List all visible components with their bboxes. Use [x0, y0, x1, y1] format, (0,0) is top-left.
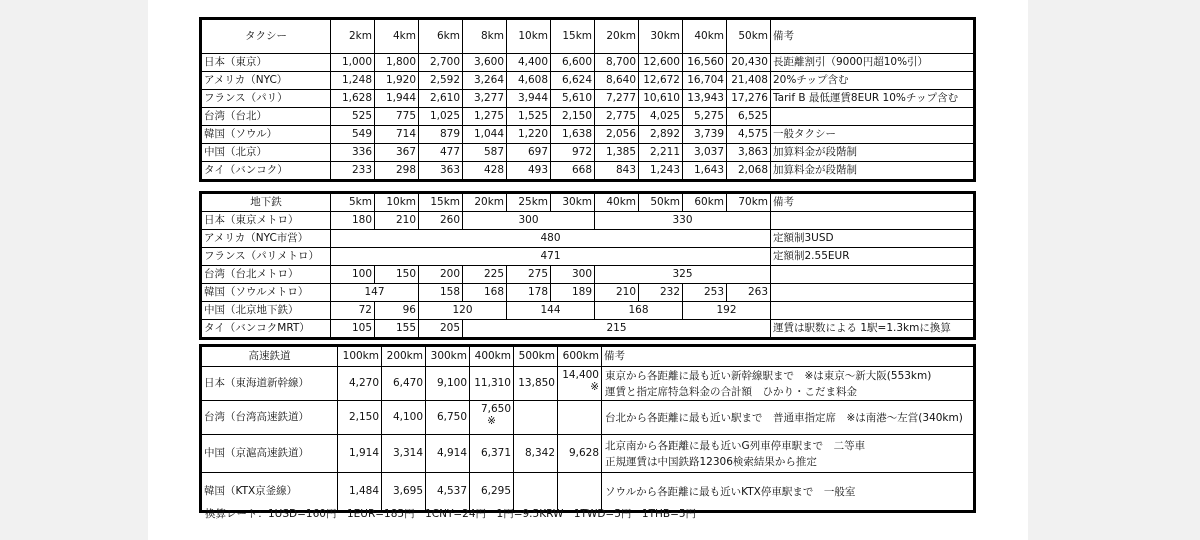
note-cell: 定額制2.55EUR: [771, 248, 974, 266]
subway-header-5km: 5km: [331, 194, 375, 212]
line-label: 台湾（台湾高速鉄道）: [202, 401, 338, 435]
fare-cell: 168: [595, 302, 683, 320]
fare-cell: 1,920: [375, 72, 419, 90]
fare-cell: 3,314: [382, 435, 426, 473]
fare-cell: 232: [639, 284, 683, 302]
fare-cell: 972: [551, 144, 595, 162]
fare-cell: 2,610: [419, 90, 463, 108]
note-cell: [771, 284, 974, 302]
fare-cell: 1,248: [331, 72, 375, 90]
taxi-header-50km: 50km: [727, 20, 771, 54]
subway-header-row: [202, 194, 974, 212]
fare-cell: 7,277: [595, 90, 639, 108]
fare-cell: 6,371: [470, 435, 514, 473]
rail-header-200km: 200km: [382, 347, 426, 367]
fare-cell: 3,277: [463, 90, 507, 108]
country-label: アメリカ（NYC）: [202, 72, 331, 90]
fare-cell: 336: [331, 144, 375, 162]
fare-cell: [470, 401, 514, 435]
note-cell: 一般タクシー: [771, 126, 974, 144]
fare-cell: 5,610: [551, 90, 595, 108]
fare-cell: 144: [507, 302, 595, 320]
rail-header-category: 高速鉄道: [202, 347, 338, 367]
fare-cell: 6,525: [727, 108, 771, 126]
fare-cell: 325: [595, 266, 771, 284]
fare-cell: 10,610: [639, 90, 683, 108]
note-line: 東京から各距離に最も近い新幹線駅まで ※は東京～新大阪(553km): [605, 369, 932, 382]
line-label: 日本（東京メトロ）: [202, 212, 331, 230]
fare-cell: 150: [375, 266, 419, 284]
note-cell: [771, 212, 974, 230]
fare-cell: 72: [331, 302, 375, 320]
fare-cell: 2,150: [338, 401, 382, 435]
fare-cell: 4,575: [727, 126, 771, 144]
taxi-header-notes: 備考: [771, 20, 974, 54]
subway-header-25km: 25km: [507, 194, 551, 212]
note-line: 北京南から各距離に最も近いG列車停車駅まで 二等車: [605, 439, 866, 452]
table-row: [202, 284, 974, 302]
fare-cell: 1,800: [375, 54, 419, 72]
taxi-header-row: [202, 20, 974, 54]
fare-cell: 13,850: [514, 367, 558, 401]
fare-cell: 3,264: [463, 72, 507, 90]
fare-cell: 158: [419, 284, 463, 302]
high-speed-rail-fare-table: [201, 346, 974, 511]
fare-cell: 525: [331, 108, 375, 126]
fare-cell: 3,739: [683, 126, 727, 144]
note-cell: 運賃は駅数による 1駅=1.3kmに換算: [771, 320, 974, 338]
fare-cell: 298: [375, 162, 419, 180]
note-cell: [602, 435, 974, 473]
fare-cell: 17,276: [727, 90, 771, 108]
fare-cell: 714: [375, 126, 419, 144]
fare-cell: 775: [375, 108, 419, 126]
fare-cell: 275: [507, 266, 551, 284]
table-row: [202, 144, 974, 162]
fare-cell: 1,944: [375, 90, 419, 108]
line-label: 台湾（台北メトロ）: [202, 266, 331, 284]
rail-header-100km: 100km: [338, 347, 382, 367]
fare-cell: 879: [419, 126, 463, 144]
rail-header-500km: 500km: [514, 347, 558, 367]
table-row: [202, 108, 974, 126]
fare-cell: [558, 401, 602, 435]
fare-cell: 1,243: [639, 162, 683, 180]
fare-cell: 471: [331, 248, 771, 266]
note-cell: [771, 302, 974, 320]
note-cell: 長距離割引（9000円超10%引）: [771, 54, 974, 72]
note-line: 運賃と指定席特急料金の合計額 ひかり・こだま料金: [605, 385, 857, 398]
rail-header-row: [202, 347, 974, 367]
note-cell: 20%チップ含む: [771, 72, 974, 90]
line-label: 韓国（KTX京釜線）: [202, 473, 338, 511]
footnote-mark: ※: [590, 381, 599, 394]
taxi-fare-table: [201, 19, 974, 180]
fare-cell: 2,700: [419, 54, 463, 72]
line-label: アメリカ（NYC市営）: [202, 230, 331, 248]
fare-cell: 843: [595, 162, 639, 180]
fare-cell: [514, 473, 558, 511]
table-row: [202, 401, 974, 435]
line-label: 中国（京滬高速鉄道）: [202, 435, 338, 473]
table-row: [202, 367, 974, 401]
note-cell: [771, 266, 974, 284]
note-line: 台北から各距離に最も近い駅まで 普通車指定席 ※は南港～左営(340km): [605, 411, 963, 424]
country-label: 中国（北京）: [202, 144, 331, 162]
taxi-header-30km: 30km: [639, 20, 683, 54]
fare-cell: 147: [331, 284, 419, 302]
fare-cell: 12,672: [639, 72, 683, 90]
country-label: フランス（パリ）: [202, 90, 331, 108]
subway-header-category: 地下鉄: [202, 194, 331, 212]
country-label: 台湾（台北）: [202, 108, 331, 126]
subway-header-15km: 15km: [419, 194, 463, 212]
taxi-header-40km: 40km: [683, 20, 727, 54]
fare-value: 7,650: [480, 403, 511, 415]
note-line: ソウルから各距離に最も近いKTX停車駅まで 一般室: [605, 485, 856, 498]
rail-header-300km: 300km: [426, 347, 470, 367]
line-label: フランス（パリメトロ）: [202, 248, 331, 266]
taxi-header-8km: 8km: [463, 20, 507, 54]
fare-cell: 1,525: [507, 108, 551, 126]
fare-cell: 1,220: [507, 126, 551, 144]
table-row: [202, 248, 974, 266]
fare-cell: 9,100: [426, 367, 470, 401]
fare-cell: 367: [375, 144, 419, 162]
line-label: 中国（北京地下鉄）: [202, 302, 331, 320]
fare-cell: 3,944: [507, 90, 551, 108]
note-cell: [602, 473, 974, 511]
fare-cell: 300: [463, 212, 595, 230]
fare-cell: 192: [683, 302, 771, 320]
fare-cell: 96: [375, 302, 419, 320]
line-label: 韓国（ソウルメトロ）: [202, 284, 331, 302]
taxi-header-15km: 15km: [551, 20, 595, 54]
fare-value: 14,400: [562, 369, 599, 381]
fare-cell: 697: [507, 144, 551, 162]
note-line: 正規運賃は中国鉄路12306検索結果から推定: [605, 455, 817, 468]
table-row: [202, 302, 974, 320]
fare-cell: 1,000: [331, 54, 375, 72]
fare-cell: 8,640: [595, 72, 639, 90]
subway-header-50km: 50km: [639, 194, 683, 212]
fare-cell: 428: [463, 162, 507, 180]
fare-cell: 477: [419, 144, 463, 162]
rail-header-400km: 400km: [470, 347, 514, 367]
subway-header-60km: 60km: [683, 194, 727, 212]
fare-cell: 105: [331, 320, 375, 338]
fare-cell: 120: [419, 302, 507, 320]
fare-cell: 4,400: [507, 54, 551, 72]
note-cell: 加算料金が段階制: [771, 162, 974, 180]
fare-cell: 480: [331, 230, 771, 248]
fare-cell: 1,638: [551, 126, 595, 144]
fare-cell: 1,025: [419, 108, 463, 126]
fare-cell: [514, 401, 558, 435]
fare-cell: 4,537: [426, 473, 470, 511]
table-row: [202, 54, 974, 72]
table-row: [202, 162, 974, 180]
fare-cell: [558, 473, 602, 511]
fare-cell: 13,943: [683, 90, 727, 108]
table-row: [202, 90, 974, 108]
table-row: [202, 212, 974, 230]
fare-cell: 2,775: [595, 108, 639, 126]
fare-cell: 263: [727, 284, 771, 302]
country-label: 韓国（ソウル）: [202, 126, 331, 144]
line-label: タイ（バンコクMRT）: [202, 320, 331, 338]
fare-cell: 168: [463, 284, 507, 302]
country-label: タイ（バンコク）: [202, 162, 331, 180]
fare-cell: 9,628: [558, 435, 602, 473]
fare-cell: 2,150: [551, 108, 595, 126]
line-label: 日本（東海道新幹線）: [202, 367, 338, 401]
fare-cell: 180: [331, 212, 375, 230]
rail-header-600km: 600km: [558, 347, 602, 367]
subway-header-40km: 40km: [595, 194, 639, 212]
country-label: 日本（東京）: [202, 54, 331, 72]
fare-cell: 189: [551, 284, 595, 302]
fare-cell: 300: [551, 266, 595, 284]
taxi-header-4km: 4km: [375, 20, 419, 54]
fare-cell: 1,628: [331, 90, 375, 108]
fare-cell: 233: [331, 162, 375, 180]
fare-cell: 3,037: [683, 144, 727, 162]
fare-cell: 210: [375, 212, 419, 230]
fare-cell: 260: [419, 212, 463, 230]
fare-cell: 4,608: [507, 72, 551, 90]
fare-cell: 225: [463, 266, 507, 284]
fare-cell: 4,100: [382, 401, 426, 435]
fare-cell: 6,750: [426, 401, 470, 435]
fare-cell: 549: [331, 126, 375, 144]
taxi-header-2km: 2km: [331, 20, 375, 54]
fare-cell: 8,700: [595, 54, 639, 72]
fare-cell: 215: [463, 320, 771, 338]
fare-cell: 253: [683, 284, 727, 302]
note-cell: [602, 367, 974, 401]
subway-header-10km: 10km: [375, 194, 419, 212]
fare-cell: 2,056: [595, 126, 639, 144]
taxi-header-10km: 10km: [507, 20, 551, 54]
fare-cell: 668: [551, 162, 595, 180]
fare-cell: 178: [507, 284, 551, 302]
fare-cell: 330: [595, 212, 771, 230]
fare-cell: 8,342: [514, 435, 558, 473]
rail-header-notes: 備考: [602, 347, 974, 367]
fare-cell: 100: [331, 266, 375, 284]
taxi-header-20km: 20km: [595, 20, 639, 54]
fare-cell: 6,624: [551, 72, 595, 90]
fare-cell: 363: [419, 162, 463, 180]
fare-cell: [558, 367, 602, 401]
fare-cell: 200: [419, 266, 463, 284]
fare-cell: 1,643: [683, 162, 727, 180]
table-row: [202, 473, 974, 511]
fare-cell: 1,275: [463, 108, 507, 126]
note-cell: Tarif B 最低運賃8EUR 10%チップ含む: [771, 90, 974, 108]
subway-fare-table: [201, 193, 974, 338]
fare-cell: 1,044: [463, 126, 507, 144]
table-row: [202, 266, 974, 284]
subway-header-20km: 20km: [463, 194, 507, 212]
fare-cell: 3,863: [727, 144, 771, 162]
fare-cell: 6,600: [551, 54, 595, 72]
taxi-header-6km: 6km: [419, 20, 463, 54]
fare-cell: 11,310: [470, 367, 514, 401]
note-cell: [771, 108, 974, 126]
fare-cell: 3,600: [463, 54, 507, 72]
fare-cell: 2,211: [639, 144, 683, 162]
table-row: [202, 435, 974, 473]
fare-cell: 16,560: [683, 54, 727, 72]
taxi-header-category: タクシー: [202, 20, 331, 54]
fare-cell: 493: [507, 162, 551, 180]
table-row: [202, 230, 974, 248]
note-cell: 定額制3USD: [771, 230, 974, 248]
fare-cell: 2,592: [419, 72, 463, 90]
fare-cell: 1,385: [595, 144, 639, 162]
fare-cell: 205: [419, 320, 463, 338]
fare-cell: 4,914: [426, 435, 470, 473]
fare-cell: 1,484: [338, 473, 382, 511]
exchange-rate-note: 換算レート：1USD=160円 1EUR=185円 1CNY=24円 1円=9.5KRW 1TWD=5円 1THB=5円: [205, 508, 697, 520]
table-row: [202, 320, 974, 338]
fare-cell: 5,275: [683, 108, 727, 126]
table-row: [202, 126, 974, 144]
fare-cell: 20,430: [727, 54, 771, 72]
subway-header-notes: 備考: [771, 194, 974, 212]
fare-cell: 2,892: [639, 126, 683, 144]
fare-cell: 2,068: [727, 162, 771, 180]
note-cell: 加算料金が段階制: [771, 144, 974, 162]
fare-cell: 6,295: [470, 473, 514, 511]
fare-cell: 4,025: [639, 108, 683, 126]
fare-cell: 21,408: [727, 72, 771, 90]
fare-cell: 1,914: [338, 435, 382, 473]
fare-cell: 155: [375, 320, 419, 338]
fare-cell: 16,704: [683, 72, 727, 90]
fare-cell: 4,270: [338, 367, 382, 401]
fare-cell: 587: [463, 144, 507, 162]
subway-header-30km: 30km: [551, 194, 595, 212]
footnote-mark: ※: [487, 415, 496, 428]
subway-header-70km: 70km: [727, 194, 771, 212]
note-cell: [602, 401, 974, 435]
fare-cell: 6,470: [382, 367, 426, 401]
table-row: [202, 72, 974, 90]
fare-cell: 210: [595, 284, 639, 302]
fare-cell: 3,695: [382, 473, 426, 511]
fare-cell: 12,600: [639, 54, 683, 72]
